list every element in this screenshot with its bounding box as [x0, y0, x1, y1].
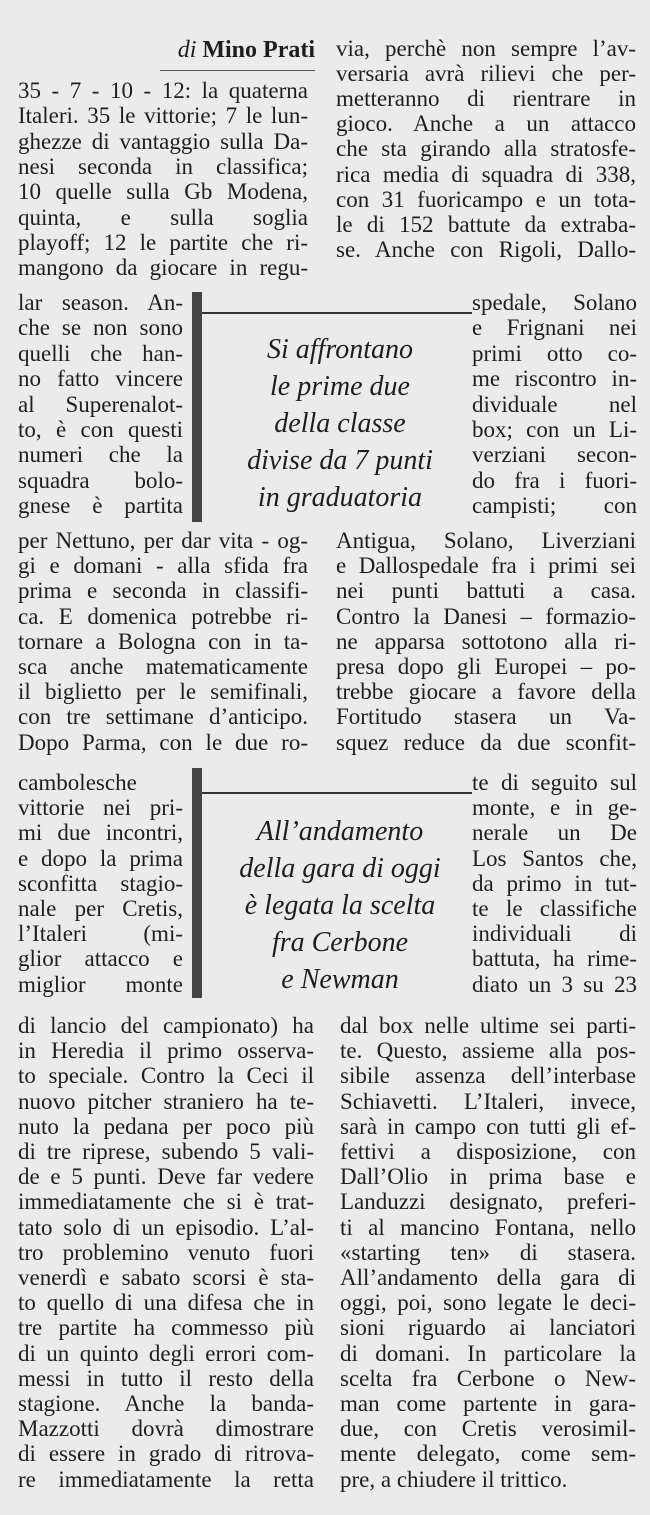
article-line: di lancio del campionato) ha — [18, 1013, 314, 1038]
article-line: pre, a chiudere il trittico. — [340, 1466, 568, 1492]
article-line: al Superenalot- — [18, 391, 183, 417]
pull-quote-2-line: della gara di oggi — [239, 853, 441, 884]
article-line: Italeri. 35 le vittorie; 7 le lun- — [18, 103, 308, 129]
byline-rule — [160, 70, 315, 71]
article-line: con 31 fuoricampo e un tota- — [336, 186, 636, 212]
article-line: Los Santos che, — [472, 845, 637, 871]
pull-quote-1-rule — [202, 312, 472, 314]
article-line: All’andamento della gara di — [340, 1265, 636, 1290]
article-line: squez reduce da due sconfit- — [336, 729, 636, 755]
article-line: ne apparsa sottotono alla ri- — [336, 628, 636, 654]
pull-quote-2-line: fra Cerbone — [271, 927, 409, 958]
article-line: in Heredia il primo osserva- — [18, 1038, 314, 1064]
pull-quote-1-line: della classe — [274, 408, 406, 439]
pull-quote-1-line: divise da 7 punti — [247, 445, 433, 476]
article-line: e Frignani nei — [472, 315, 637, 341]
article-line: messi in tutto il resto della — [18, 1365, 314, 1391]
article-line: te le classifiche — [472, 896, 637, 921]
article-line: squadra bolo- — [18, 467, 183, 493]
article-line: lar season. An- — [18, 290, 183, 315]
article-line: versaria avrà rilievi che per- — [336, 61, 636, 87]
article-line: battuta, ha rime- — [472, 946, 637, 972]
article-line: immediatamente che si è trat- — [18, 1189, 314, 1215]
article-line: mangono da giocare in regu- — [18, 255, 308, 281]
article-line: ghezze di vantaggio sulla Da- — [18, 128, 308, 154]
article-line: primi otto co- — [472, 340, 637, 366]
byline — [160, 36, 315, 64]
article-line: Fortitudo stasera un Va- — [336, 704, 636, 730]
article-line: individuali di — [472, 921, 637, 947]
article-line: gi e domani - alla sfida fra — [18, 553, 308, 579]
article-line: e dopo la prima — [18, 845, 183, 871]
pull-quote-1-line: in graduatoria — [257, 482, 423, 513]
pull-quote-2-bar — [192, 768, 202, 998]
article-line: 35 - 7 - 10 - 12: la quaterna — [18, 78, 308, 103]
article-line: tato solo di un episodio. L’al- — [18, 1214, 314, 1240]
article-line: to, è con questi — [18, 417, 183, 442]
article-line: me riscontro in- — [472, 366, 637, 392]
article-line: gioco. Anche a un attacco — [336, 111, 636, 137]
pull-quote-2-line: e Newman — [281, 964, 399, 995]
article-line: spedale, Solano — [472, 290, 637, 315]
article-line: tornare a Bologna con in ta- — [18, 628, 308, 654]
article-line: dividuale nel — [472, 391, 637, 417]
article-line: tro problemino venuto fuori — [18, 1239, 314, 1265]
article-line: l’Italeri (mi- — [18, 921, 183, 947]
pull-quote-2-line: è legata la scelta — [244, 890, 436, 921]
pull-quote-2-line: All’andamento — [256, 816, 424, 847]
pull-quote-1-line: le prime due — [270, 371, 410, 402]
article-line: Schiavetti. L’Italeri, invece, — [340, 1088, 636, 1114]
article-line: vittorie nei pri- — [18, 795, 183, 821]
article-line: Landuzzi designato, preferi- — [340, 1189, 636, 1215]
article-line: se. Anche con Rigoli, Dallo- — [336, 236, 636, 262]
article-line: do fra i fuori- — [472, 467, 637, 493]
article-line: «starting ten» di stasera. — [340, 1239, 636, 1265]
article-line: venerdì e sabato scorsi è sta- — [18, 1265, 314, 1290]
article-line: numeri che la — [18, 442, 183, 468]
article-line: trebbe giocare a favore della — [336, 679, 636, 705]
article-line: due, con Cretis verosimil- — [340, 1416, 636, 1442]
article-line: monte, e in ge- — [472, 795, 637, 821]
article-line: to speciale. Contro la Ceci il — [18, 1063, 314, 1089]
pull-quote-1-bar — [192, 292, 202, 522]
article-line: Contro la Danesi – formazio- — [336, 603, 636, 629]
article-line: Mazzotti dovrà dimostrare — [18, 1416, 314, 1442]
pull-quote-1-line: Si affrontano — [267, 334, 413, 365]
article-line: da primo in tut- — [472, 870, 637, 896]
article-line: mi due incontri, — [18, 820, 183, 846]
article-line: di essere in grado di ritrova- — [18, 1441, 314, 1467]
article-line: che sta girando alla stratosfe- — [336, 136, 636, 162]
article-line: il biglietto per le semifinali, — [18, 679, 308, 705]
article-line: playoff; 12 le partite che ri- — [18, 229, 308, 255]
article-line: con tre settimane d’anticipo. — [18, 704, 308, 730]
article-line: de e 5 punti. Deve far vedere — [18, 1164, 314, 1190]
article-line: verziani secon- — [472, 442, 637, 468]
article-line: miglior monte — [18, 971, 183, 997]
article-line: sconfitta stagio- — [18, 870, 183, 896]
article-line: no fatto vincere — [18, 366, 183, 392]
article-line: mente delegato, come sem- — [340, 1441, 636, 1467]
article-line: nerale un De — [472, 820, 637, 846]
article-line: campisti; con — [472, 493, 637, 519]
article-line: te di seguito sul — [472, 770, 637, 795]
article-line: presa dopo gli Europei – po- — [336, 654, 636, 679]
article-line: prima e seconda in classifi- — [18, 578, 308, 604]
byline-author: Mino Prati — [202, 37, 315, 63]
article-line: nei punti battuti a casa. — [336, 578, 636, 604]
article-line: diato un 3 su 23 — [472, 971, 637, 997]
article-line: per Nettuno, per dar vita - og- — [18, 528, 308, 553]
article-line: nuto la pedana per poco più — [18, 1113, 314, 1139]
article-line: metteranno di rientrare in — [336, 86, 636, 112]
article-line: tre partite ha commesso più — [18, 1315, 314, 1341]
article-line: rica media di squadra di 338, — [336, 161, 636, 187]
article-line: ca. E domenica potrebbe ri- — [18, 603, 308, 629]
article-line: oggi, poi, sono legate le deci- — [340, 1290, 636, 1316]
article-line: di un quinto degli errori com- — [18, 1340, 314, 1366]
article-line: di tre riprese, subendo 5 vali- — [18, 1139, 314, 1164]
article-line: sca anche matematicamente — [18, 654, 308, 679]
article-line: le di 152 battute da extraba- — [336, 211, 636, 237]
article-line: sibile assenza dell’interbase — [340, 1063, 636, 1089]
byline-prefix: di — [177, 37, 197, 63]
article-line: che se non sono — [18, 315, 183, 341]
article-line: man come partente in gara- — [340, 1391, 636, 1416]
article-line: e Dallospedale fra i primi sei — [336, 553, 636, 579]
article-line: glior attacco e — [18, 946, 183, 972]
article-line: to quello di una difesa che in — [18, 1290, 314, 1316]
article-line: dal box nelle ultime sei parti- — [340, 1013, 636, 1038]
article-line: sioni riguardo ai lanciatori — [340, 1315, 636, 1341]
article-line: stagione. Anche la banda- — [18, 1391, 314, 1416]
article-line: Antigua, Solano, Liverziani — [336, 528, 636, 553]
article-line: fettivi a disposizione, con — [340, 1139, 636, 1164]
article-line: cambolesche — [18, 770, 137, 795]
article-line: quelli che han- — [18, 340, 183, 366]
article-line: scelta fra Cerbone o New- — [340, 1365, 636, 1391]
article-line: di domani. In particolare la — [340, 1340, 636, 1366]
article-line: nuovo pitcher straniero ha te- — [18, 1088, 314, 1114]
article-line: nesi seconda in classifica; — [18, 153, 308, 179]
article-line: sarà in campo con tutti gli ef- — [340, 1113, 636, 1139]
article-line: Dall’Olio in prima base e — [340, 1164, 636, 1190]
article-line: nale per Cretis, — [18, 896, 183, 921]
article-line: re immediatamente la retta — [18, 1466, 314, 1492]
article-line: Dopo Parma, con le due ro- — [18, 729, 308, 755]
article-line: te. Questo, assieme alla pos- — [340, 1038, 636, 1064]
article-line: box; con un Li- — [472, 417, 637, 442]
article-line: via, perchè non sempre l’av- — [336, 36, 636, 61]
article-line: 10 quelle sulla Gb Modena, — [18, 179, 308, 205]
pull-quote-2-rule — [202, 792, 472, 794]
article-line: quinta, e sulla soglia — [18, 204, 308, 230]
article-line: ti al mancino Fontana, nello — [340, 1214, 636, 1240]
article-line: gnese è partita — [18, 493, 183, 519]
